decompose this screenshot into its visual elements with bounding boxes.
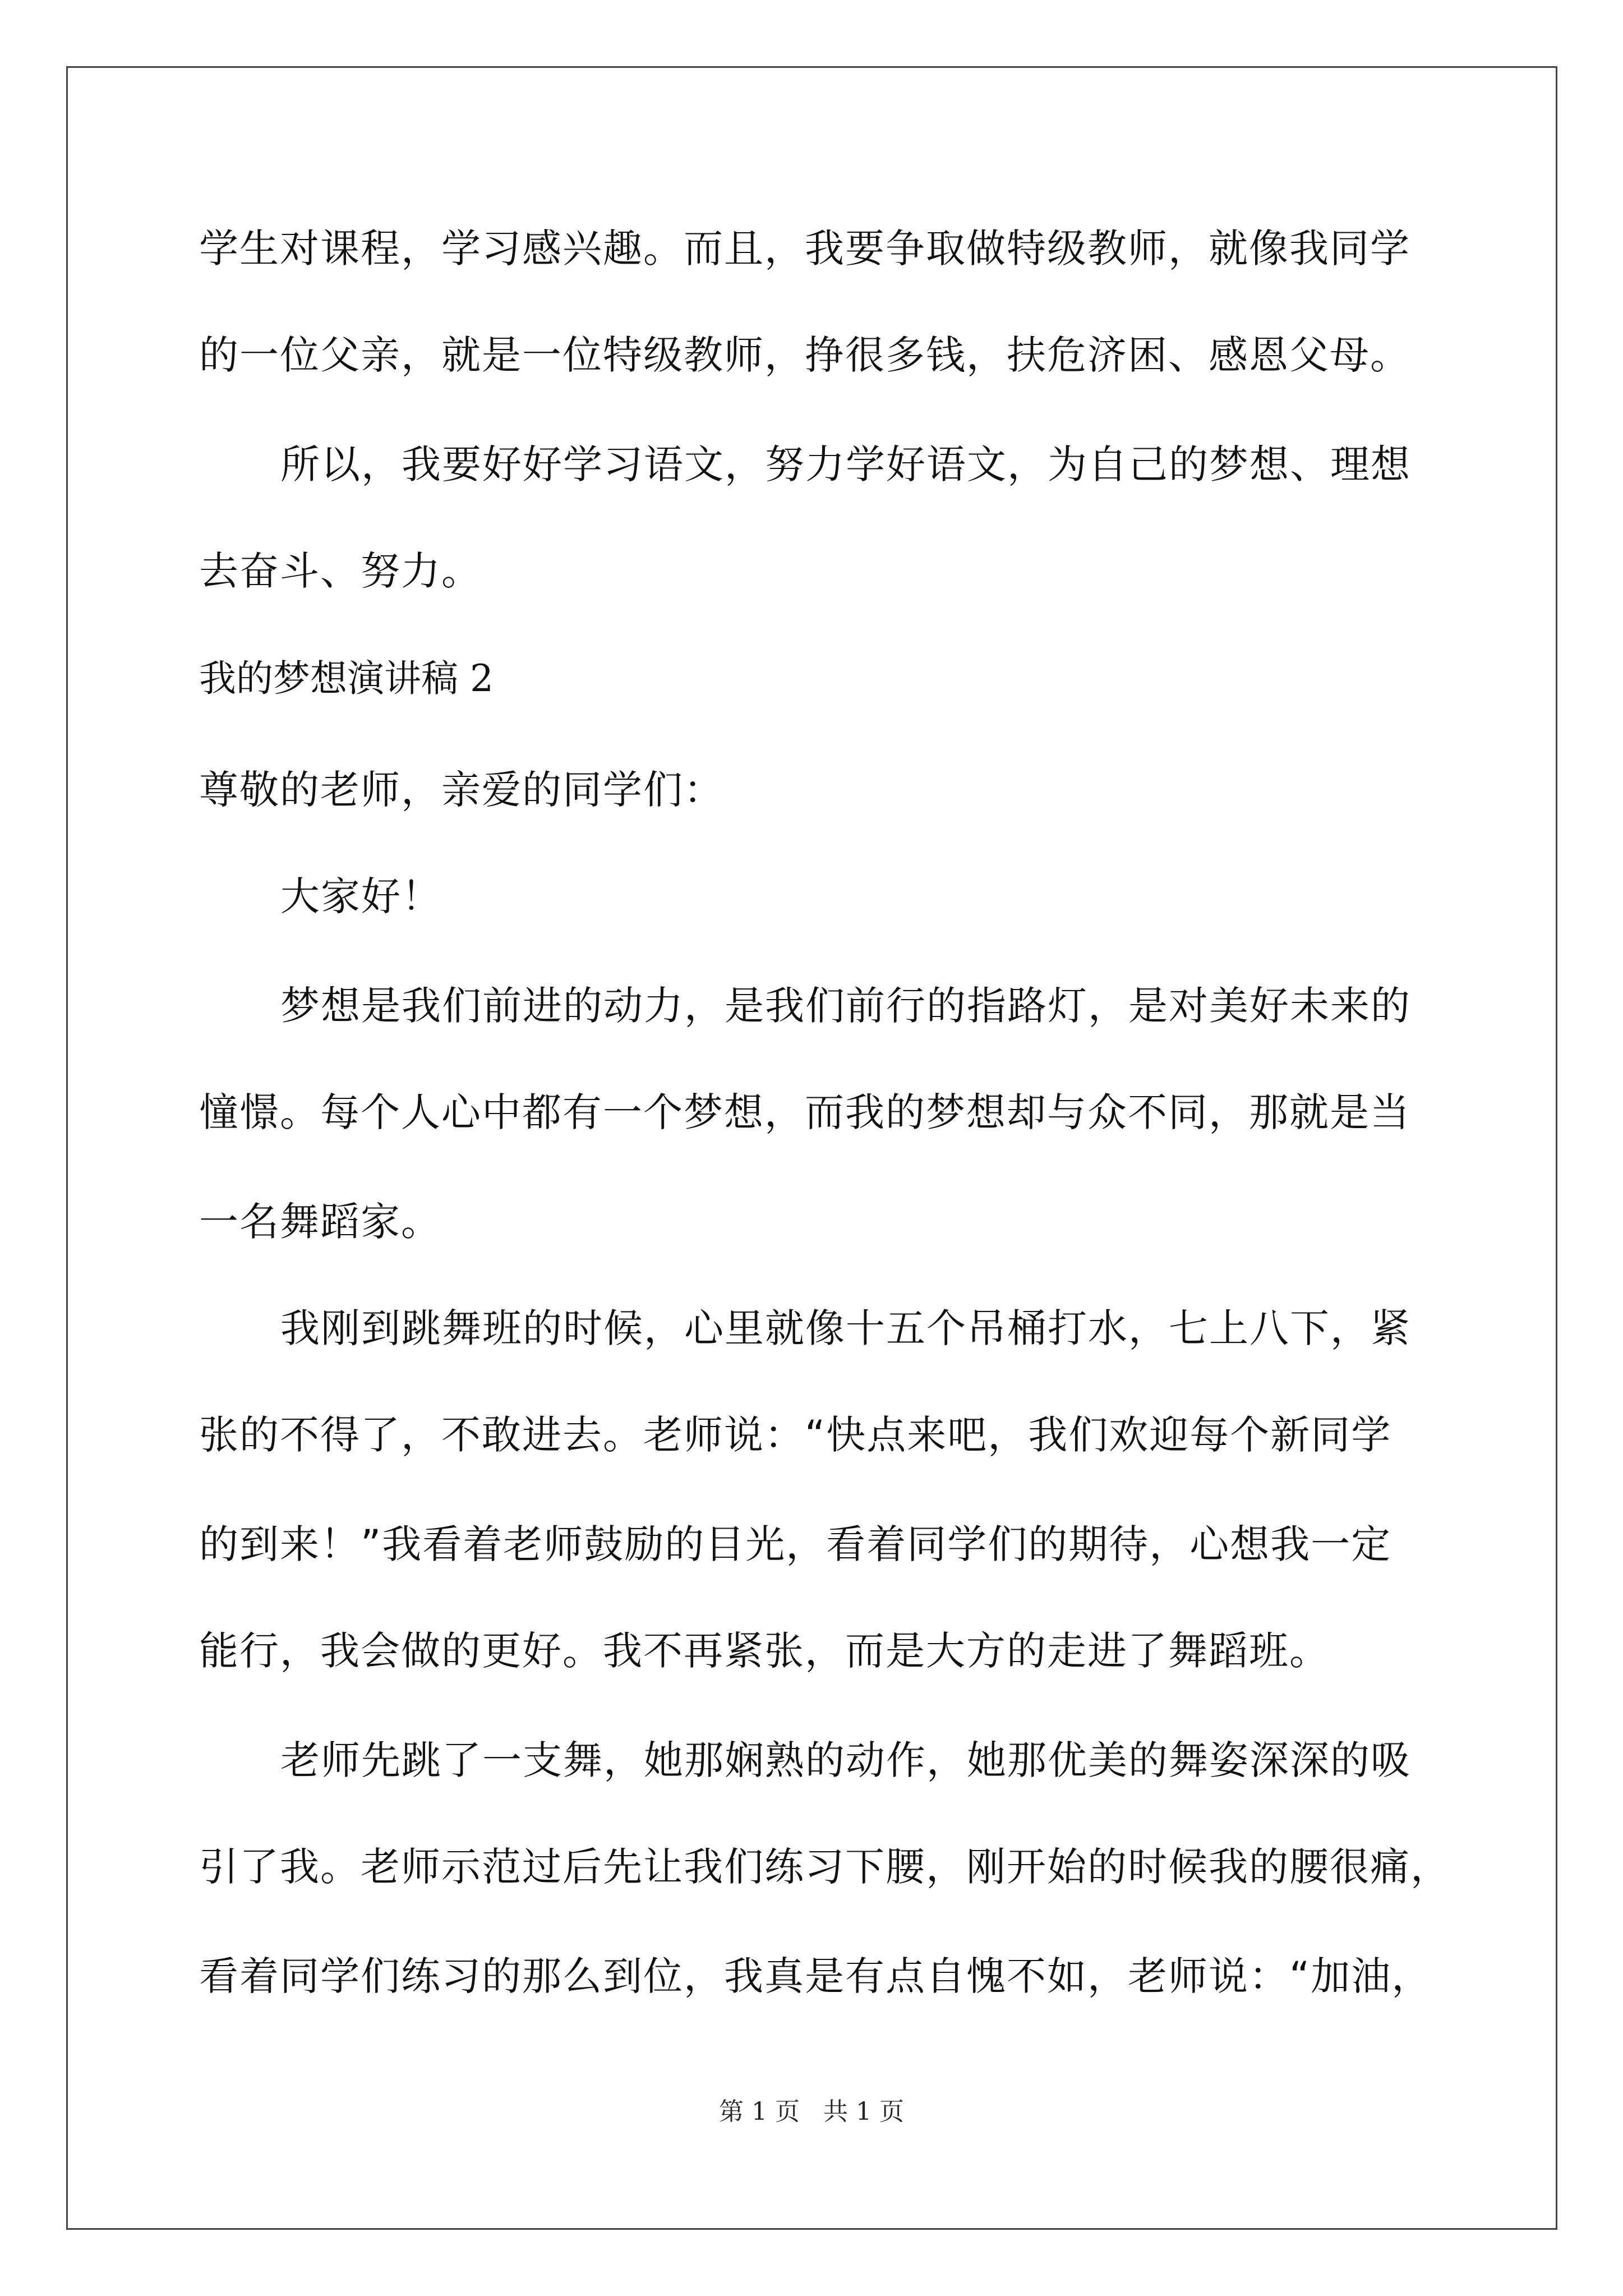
section-heading: 我的梦想演讲稿 2 [199,657,494,700]
paragraph-line: 老师先跳了一支舞，她那娴熟的动作，她那优美的舞姿深深的吸 [280,1737,1411,1783]
paragraph-line: 去奋斗、努力。 [199,548,482,594]
page-footer: 第 1 页 共 1 页 [719,2097,904,2126]
salutation: 尊敬的老师，亲爱的同学们： [199,767,724,813]
paragraph-line: 的到来！”我看着老师鼓励的目光，看着同学们的期待，心想我一定 [199,1521,1392,1567]
paragraph-line: 所以，我要好好学习语文，努力学好语文，为自己的梦想、理想 [280,441,1411,487]
paragraph-line: 的一位父亲，就是一位特级教师，挣很多钱，扶危济困、感恩父母。 [199,332,1410,378]
paragraph-line: 一名舞蹈家。 [199,1199,441,1245]
page-border [66,66,1557,2230]
paragraph-line: 看着同学们练习的那么到位，我真是有点自愧不如，老师说：“加油， [199,1953,1432,1999]
paragraph-line: 能行，我会做的更好。我不再紧张，而是大方的走进了舞蹈班。 [199,1628,1330,1674]
greeting: 大家好！ [280,873,442,919]
paragraph-line: 我刚到跳舞班的时候，心里就像十五个吊桶打水，七上八下，紧 [280,1305,1411,1351]
paragraph-line: 张的不得了，不敢进去。老师说：“快点来吧，我们欢迎每个新同学 [199,1412,1392,1458]
paragraph-line: 憧憬。每个人心中都有一个梦想，而我的梦想却与众不同，那就是当 [199,1089,1410,1135]
paragraph-line: 学生对课程，学习感兴趣。而且，我要争取做特级教师，就像我同学 [199,226,1410,272]
paragraph-line: 梦想是我们前进的动力，是我们前行的指路灯，是对美好未来的 [280,983,1411,1029]
paragraph-line: 引了我。老师示范过后先让我们练习下腰，刚开始的时候我的腰很痛， [199,1844,1451,1890]
